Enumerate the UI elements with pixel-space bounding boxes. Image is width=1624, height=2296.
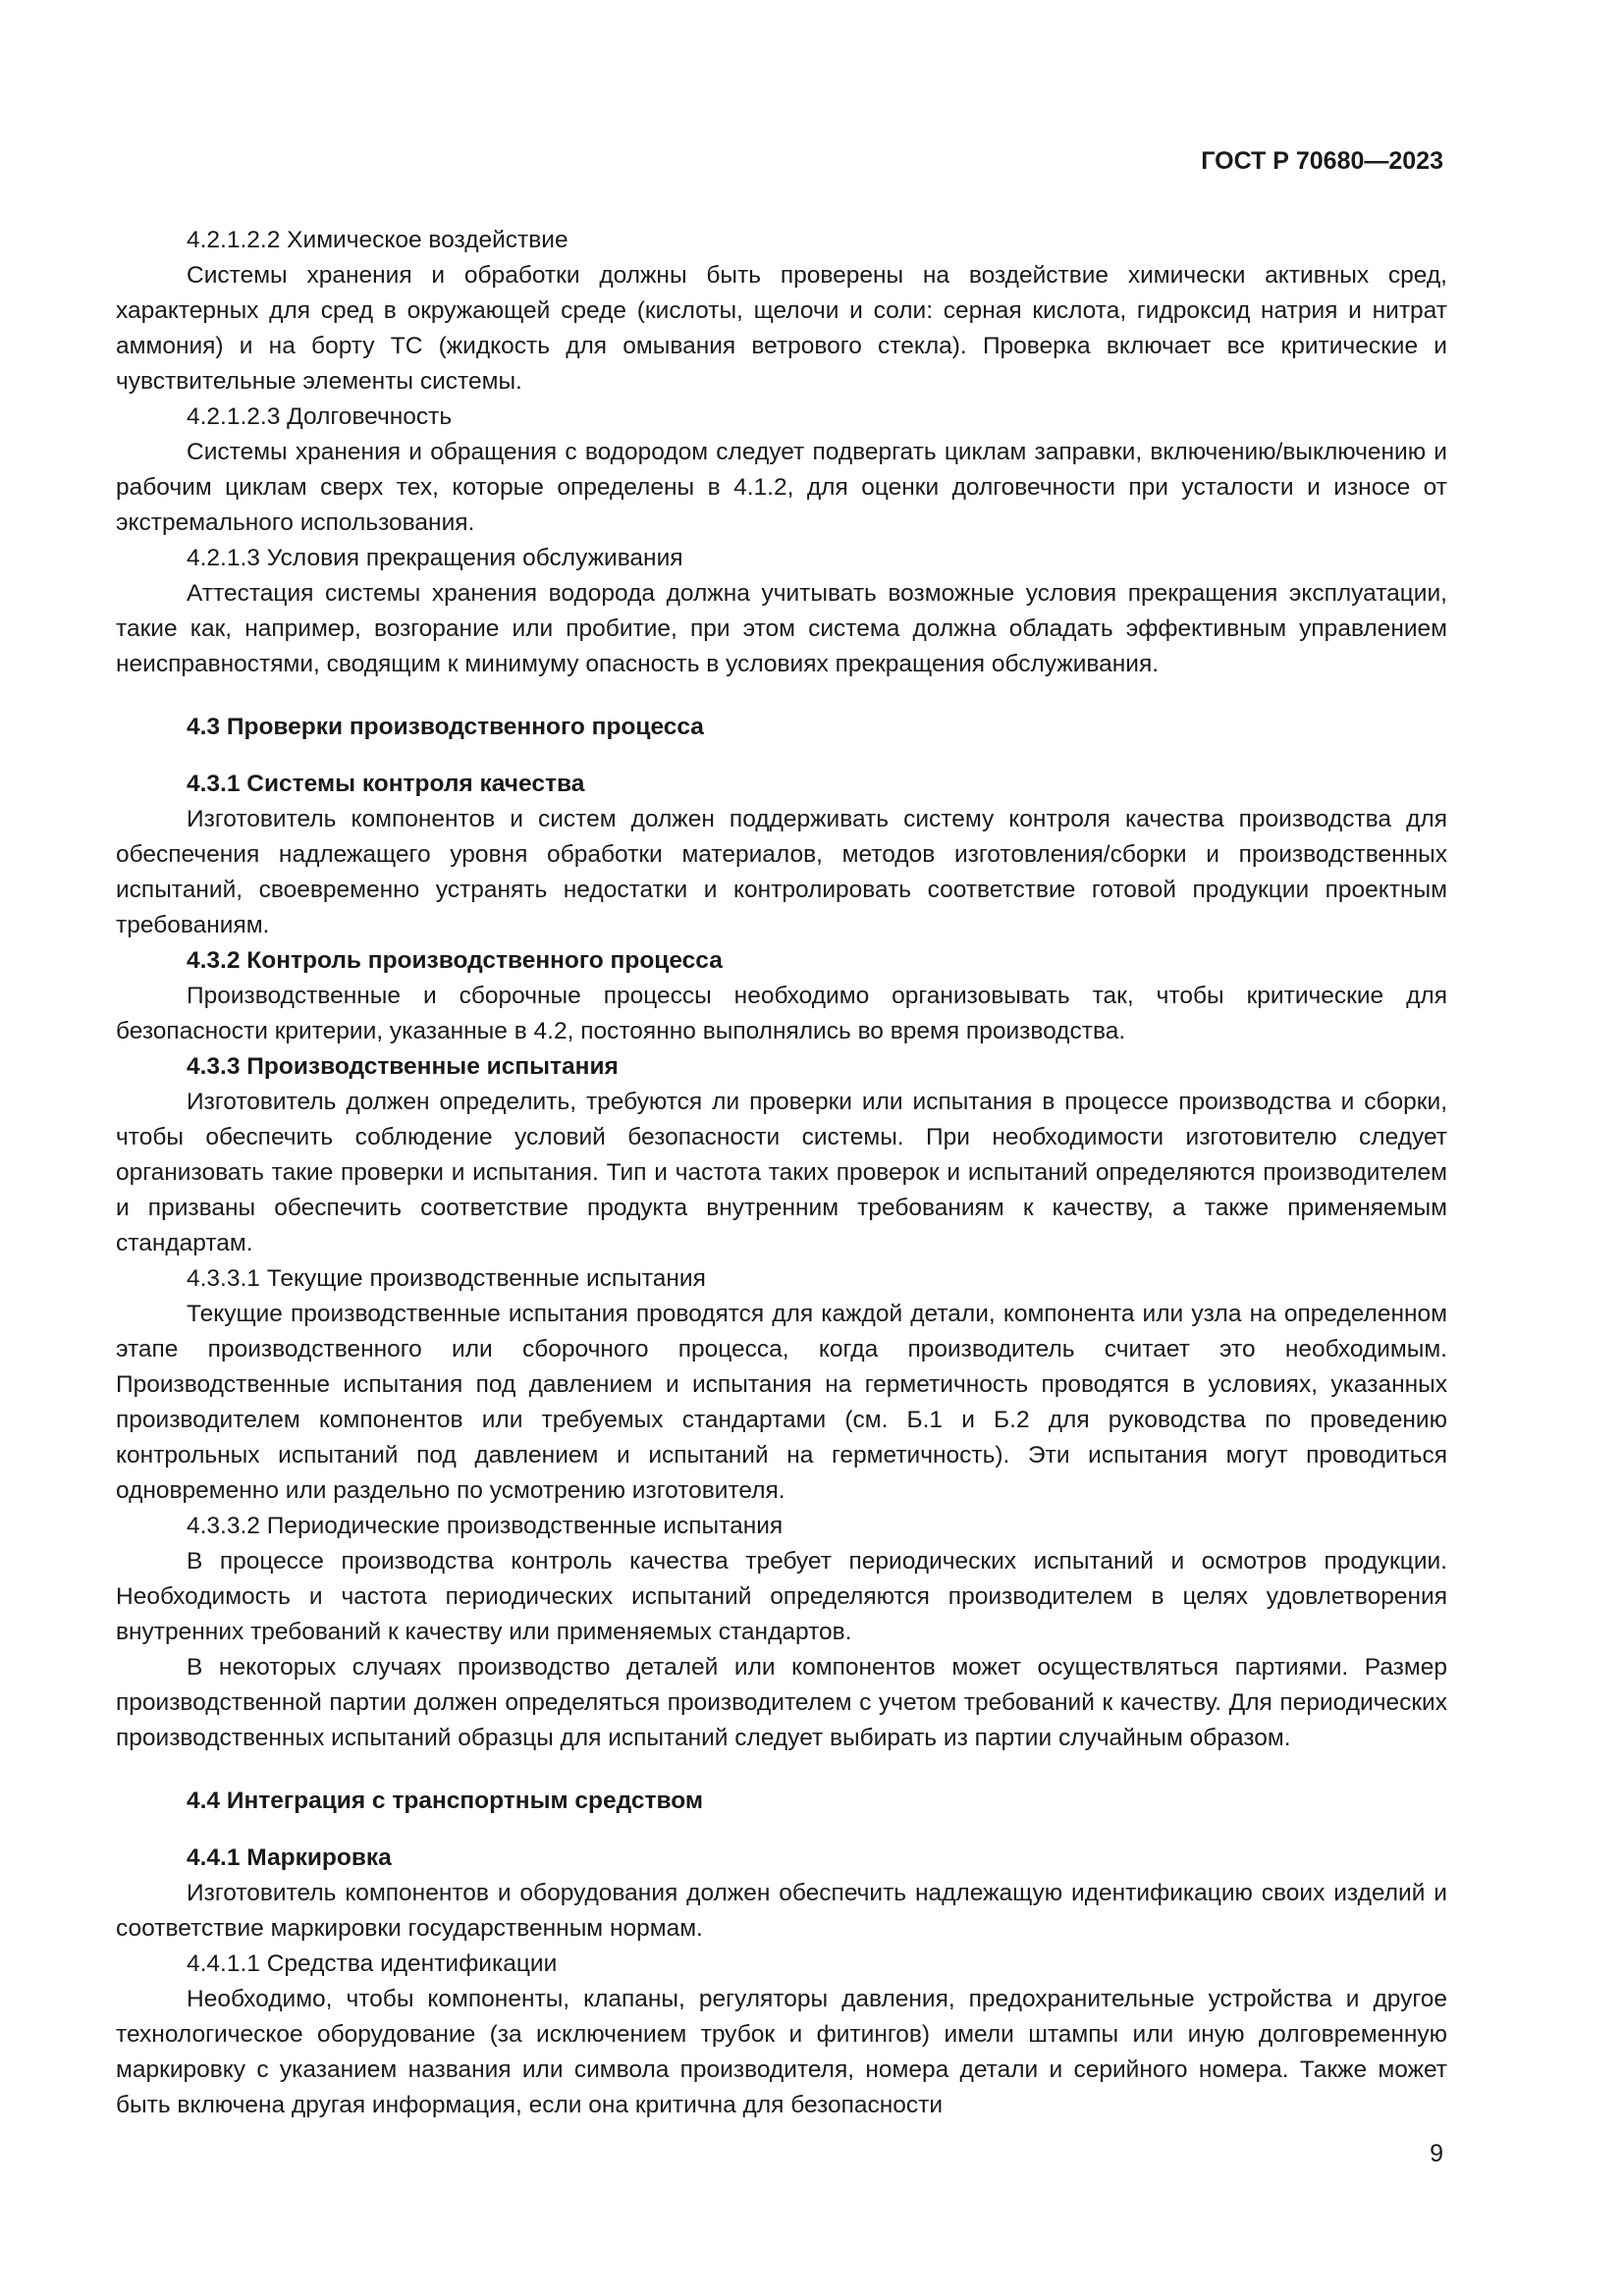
clause-heading: 4.3.3.1 Текущие производственные испытания — [187, 1265, 706, 1292]
paragraph: В процессе производства контроль качества требует периодических испытаний и осмотров продукции. Необходимость и частота периодических испытаний определяются производителем в целях удовлетворения внутренних требований к качеству или применяемых стандартов. — [116, 1548, 1447, 1645]
paragraph: Текущие производственные испытания проводятся для каждой детали, компонента или узла на определенном этапе производственного или сборочного процесса, когда производитель считает это необходимым. Производственные испытания под давлением и испытания на герметичность проводятся в условиях, указанных производителем компонентов или требуемых стандартами (см. Б.1 и Б.2 для руководства по проведению контрольных испытаний под давлением и испытаний на герметичность). Эти испытания могут проводиться одновременно или раздельно по усмотрению изготовителя. — [116, 1301, 1447, 1504]
clause-heading: 4.2.1.2.3 Долговечность — [187, 403, 453, 430]
clause-heading: 4.2.1.2.2 Химическое воздействие — [187, 227, 568, 253]
paragraph: Аттестация системы хранения водорода должна учитывать возможные условия прекращения эксплуатации, такие как, например, возгорание или пробитие, при этом система должна обладать эффективным управлением неисправностями, сводящим к минимуму опасность в условиях прекращения обслуживания. — [116, 580, 1447, 677]
clause-heading: 4.4.1.1 Средства идентификации — [187, 1950, 558, 1977]
paragraph: В некоторых случаях производство деталей или компонентов может осуществляться партиями. Размер производственной партии должен определяться производителем с учетом требований к качеству. Для периодических производственных испытаний образцы для испытаний следует выбирать из партии случайным образом. — [116, 1654, 1447, 1751]
subsection-heading: 4.4.1 Маркировка — [187, 1844, 392, 1871]
paragraph: Системы хранения и обработки должны быть проверены на воздействие химически активных сред, характерных для сред в окружающей среде (кислоты, щелочи и соли: серная кислота, гидроксид натрия и нитрат аммония) и на борту ТС (жидкость для омывания ветрового стекла). Проверка включает все критические и чувствительные элементы системы. — [116, 262, 1447, 395]
paragraph: Системы хранения и обращения с водородом следует подвергать циклам заправки, включению/выключению и рабочим циклам сверх тех, которые определены в 4.1.2, для оценки долговечности при усталости и износе от экстремального использования. — [116, 439, 1447, 536]
clause-heading: 4.3.3.2 Периодические производственные испытания — [187, 1513, 784, 1539]
section-heading: 4.3 Проверки производственного процесса — [187, 714, 704, 740]
subsection-heading: 4.3.2 Контроль производственного процесса — [187, 947, 723, 974]
paragraph: Изготовитель компонентов и оборудования должен обеспечить надлежащую идентификацию своих изделий и соответствие маркировки государственным нормам. — [116, 1880, 1447, 1942]
subsection-heading: 4.3.3 Производственные испытания — [187, 1053, 619, 1080]
paragraph: Необходимо, чтобы компоненты, клапаны, регуляторы давления, предохранительные устройства и другое технологическое оборудование (за исключением трубок и фитингов) имели штампы или иную долговременную маркировку с указанием названия или символа производителя, номера детали и серийного номера. Также может быть включена другая информация, если она критична для безопасности — [116, 1986, 1447, 2118]
subsection-heading: 4.3.1 Системы контроля качества — [187, 771, 585, 797]
document-id-header: ГОСТ Р 70680—2023 — [1201, 147, 1443, 175]
page-number: 9 — [1430, 2140, 1443, 2167]
paragraph: Изготовитель должен определить, требуются ли проверки или испытания в процессе производства и сборки, чтобы обеспечить соблюдение условий безопасности системы. При необходимости изготовителю следует организовать такие проверки и испытания. Тип и частота таких проверок и испытаний определяются производителем и призваны обеспечить соответствие продукта внутренним требованиям к качеству, а также применяемым стандартам. — [116, 1089, 1447, 1256]
clause-heading: 4.2.1.3 Условия прекращения обслуживания — [187, 545, 683, 571]
document-body — [116, 223, 1447, 2123]
paragraph: Изготовитель компонентов и систем должен поддерживать систему контроля качества производства для обеспечения надлежащего уровня обработки материалов, методов изготовления/сборки и производственных испытаний, своевременно устранять недостатки и контролировать соответствие готовой продукции проектным требованиям. — [116, 806, 1447, 938]
section-heading: 4.4 Интеграция с транспортным средством — [187, 1788, 703, 1814]
paragraph: Производственные и сборочные процессы необходимо организовывать так, чтобы критические для безопасности критерии, указанные в 4.2, постоянно выполнялись во время производства. — [116, 983, 1447, 1044]
